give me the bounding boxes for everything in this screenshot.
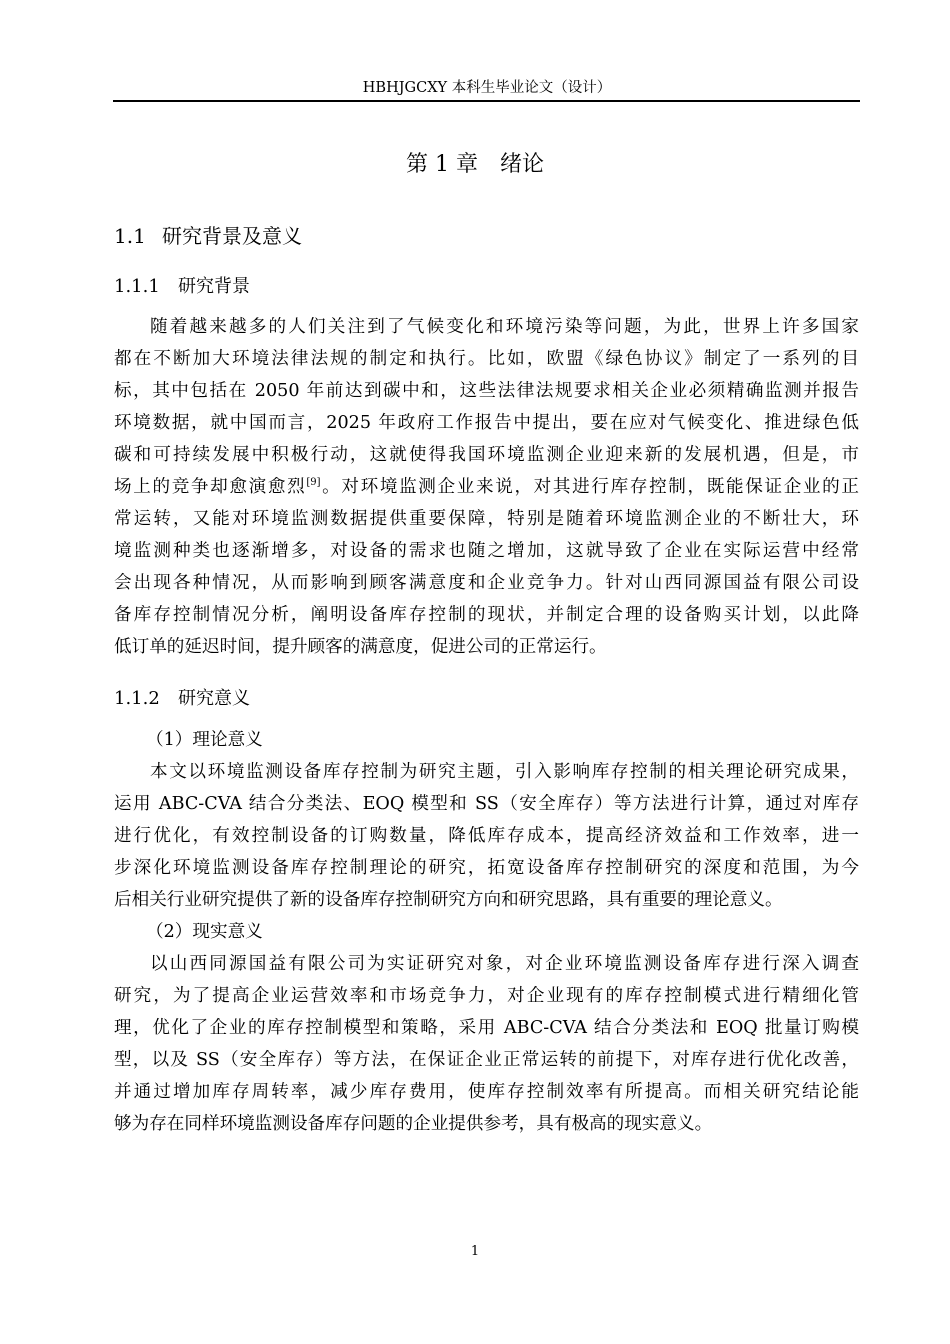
text-run: 环境数据，就中国而言，2025 年政府工作报告中提出，要在应对气候变化、推进绿色低 bbox=[114, 413, 859, 433]
subsection-title: 研究背景 bbox=[178, 276, 250, 297]
item-practical-significance: （2）现实意义 bbox=[146, 922, 263, 942]
text-run: 。对环境监测企业来说，对其进行库存控制，既能保证企业的正 bbox=[320, 477, 859, 497]
text-run: 会出现各种情况，从而影响到顾客满意度和企业竞争力。针对山西同源国益有限公司设 bbox=[114, 573, 859, 593]
text-line bbox=[114, 1108, 859, 1140]
subsection-number: 1.1.2 bbox=[114, 688, 160, 709]
text-run: 场上的竞争却愈演愈烈 bbox=[114, 477, 307, 497]
text-line bbox=[114, 311, 859, 343]
text-run: 常运转，又能对环境监测数据提供重要保障，特别是随着环境监测企业的不断壮大，环 bbox=[114, 509, 859, 529]
text-run: 境监测种类也逐渐增多，对设备的需求也随之增加，这就导致了企业在实际运营中经常 bbox=[114, 541, 859, 561]
text-run: 后相关行业研究提供了新的设备库存控制研究方向和研究思路，具有重要的理论意义。 bbox=[114, 890, 783, 910]
header-rule bbox=[113, 100, 860, 102]
text-run: 理，优化了企业的库存控制模型和策略，采用 ABC-CVA 结合分类法和 EOQ 批量订购模 bbox=[114, 1018, 859, 1038]
text-run: 研究，为了提高企业运营效率和市场竞争力，对企业现有的库存控制模式进行精细化管 bbox=[114, 986, 859, 1006]
text-line bbox=[114, 1044, 859, 1076]
subsection-heading-significance bbox=[114, 684, 250, 710]
paragraph-practical bbox=[114, 948, 859, 1140]
page-number: 1 bbox=[470, 1244, 480, 1259]
section-title: 研究背景及意义 bbox=[162, 224, 302, 248]
text-line bbox=[114, 884, 859, 916]
text-line bbox=[114, 1076, 859, 1108]
text-run: 运用 ABC-CVA 结合分类法、EOQ 模型和 SS（安全库存）等方法进行计算，通过对库存 bbox=[114, 794, 859, 814]
text-run: 标，其中包括在 2050 年前达到碳中和，这些法律法规要求相关企业必须精确监测并报告 bbox=[114, 381, 859, 401]
text-line bbox=[114, 852, 859, 884]
text-line bbox=[114, 503, 859, 535]
text-line bbox=[114, 343, 859, 375]
text-line bbox=[114, 631, 859, 663]
text-run: 以山西同源国益有限公司为实证研究对象，对企业环境监测设备库存进行深入调查 bbox=[150, 954, 859, 974]
text-run: 进行优化，有效控制设备的订购数量，降低库存成本，提高经济效益和工作效率，进一 bbox=[114, 826, 859, 846]
text-line bbox=[114, 439, 859, 471]
subsection-number: 1.1.1 bbox=[114, 276, 160, 297]
text-run: 随着越来越多的人们关注到了气候变化和环境污染等问题，为此，世界上许多国家 bbox=[150, 317, 859, 337]
text-line bbox=[114, 820, 859, 852]
text-line bbox=[114, 788, 859, 820]
text-line bbox=[114, 567, 859, 599]
text-line bbox=[114, 471, 859, 503]
paragraph-theoretical bbox=[114, 756, 859, 916]
text-run: 步深化环境监测设备库存控制理论的研究，拓宽设备库存控制研究的深度和范围，为今 bbox=[114, 858, 859, 878]
text-line bbox=[114, 756, 859, 788]
text-line bbox=[114, 980, 859, 1012]
item-theoretical-significance: （1）理论意义 bbox=[146, 730, 263, 750]
text-run: 本文以环境监测设备库存控制为研究主题，引入影响库存控制的相关理论研究成果， bbox=[150, 762, 859, 782]
subsection-title: 研究意义 bbox=[178, 688, 250, 709]
text-line bbox=[114, 1012, 859, 1044]
section-number: 1.1 bbox=[114, 224, 146, 248]
text-run: 够为存在同样环境监测设备库存问题的企业提供参考，具有极高的现实意义。 bbox=[114, 1114, 713, 1134]
paragraph-background bbox=[114, 311, 859, 663]
text-run: 低订单的延迟时间，提升顾客的满意度，促进公司的正常运行。 bbox=[114, 637, 607, 657]
text-run: 碳和可持续发展中积极行动，这就使得我国环境监测企业迎来新的发展机遇，但是，市 bbox=[114, 445, 859, 465]
citation-superscript: [9] bbox=[306, 477, 321, 488]
text-line bbox=[114, 599, 859, 631]
running-header: HBHJGCXY 本科生毕业论文（设计） bbox=[362, 80, 612, 96]
text-run: 备库存控制情况分析，阐明设备库存控制的现状，并制定合理的设备购买计划，以此降 bbox=[114, 605, 859, 625]
section-heading bbox=[114, 220, 302, 249]
text-line bbox=[114, 407, 859, 439]
text-line bbox=[114, 948, 859, 980]
chapter-title: 第 1 章 绪论 bbox=[406, 152, 544, 177]
text-run: 并通过增加库存周转率，减少库存费用，使库存控制效率有所提高。而相关研究结论能 bbox=[114, 1082, 859, 1102]
text-run: 都在不断加大环境法律法规的制定和执行。比如，欧盟《绿色协议》制定了一系列的目 bbox=[114, 349, 859, 369]
text-line bbox=[114, 375, 859, 407]
text-line bbox=[114, 535, 859, 567]
subsection-heading-background bbox=[114, 272, 250, 298]
text-run: 型，以及 SS（安全库存）等方法，在保证企业正常运转的前提下，对库存进行优化改善， bbox=[114, 1050, 859, 1070]
